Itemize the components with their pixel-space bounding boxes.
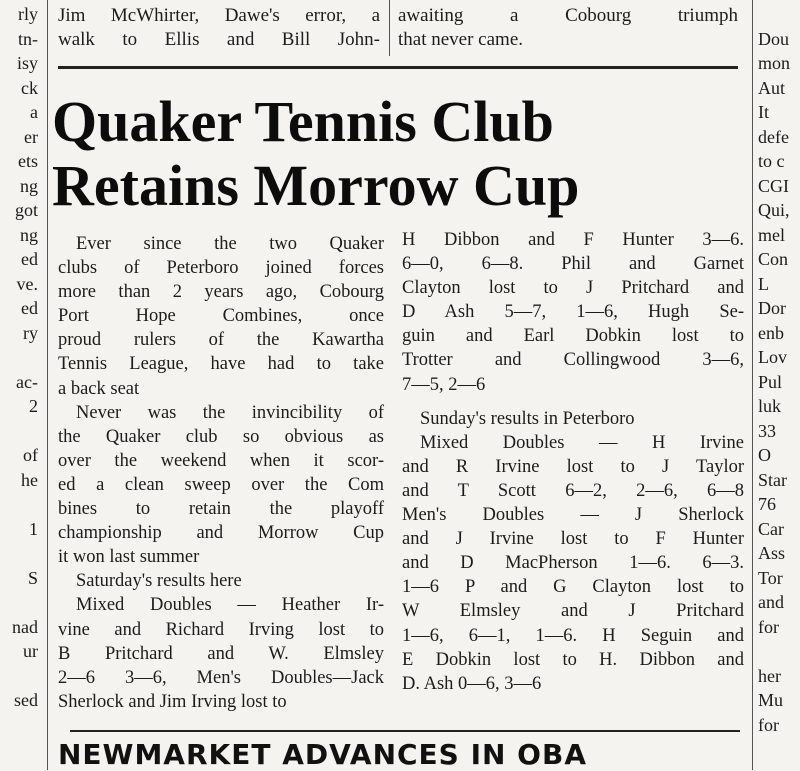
fragment-text: ets [18,151,38,171]
fragment-text: er [24,126,38,147]
fragment-text: ng [20,224,38,245]
headline-line-2: Retains Morrow Cup [52,153,580,218]
text-line: Clayton lost to J Pritchard and [402,278,744,299]
text-line: bines to retain the playoff [58,499,384,520]
text-line: Sherlock and Jim Irving lost to [58,691,287,712]
text-line: championship and Morrow Cup [58,523,384,544]
fragment-text: 2 [29,396,38,416]
text-line: more than 2 years ago, Cobourg [58,282,384,303]
bottom-divider [70,730,740,732]
text-line: awaiting a Cobourg triumph [398,5,738,26]
text-line: that never came. [398,29,524,50]
left-column-fragments [0,2,38,713]
text-line: Port Hope Combines, once [58,306,384,327]
fragment-text [0,664,38,689]
text-line: Mixed Doubles — H Irvine [420,432,744,453]
text-line: Sunday's results in Peterboro [420,408,635,429]
fragment-text: It [758,102,769,122]
text-line: clubs of Peterboro joined forces [58,258,384,279]
fragment-text [0,345,38,370]
text-line: over the weekend when it scor- [58,450,384,471]
fragment-text: rly [18,4,38,24]
fragment-text: O [758,445,771,465]
text-line: W Elmsley and J Pritchard [402,601,744,622]
paragraph [58,593,384,713]
text-line: Tennis League, have had to take [58,354,384,375]
headline-line-1: Quaker Tennis Club [52,89,554,154]
fragment-text: Dor [758,298,786,318]
right-column-fragments [758,2,798,737]
fragment-text: tn- [18,28,38,49]
text-line: 1—6, 6—1, 1—6. H Seguin and [402,625,744,646]
paragraph [58,401,384,570]
fragment-text: of [23,445,38,465]
previous-story-col1 [58,4,380,52]
fragment-text: Lov [758,347,787,367]
fragment-text [0,590,38,615]
text-line: and T Scott 6—2, 2—6, 6—8 [402,480,744,501]
fragment-text: L [758,273,769,294]
text-line: a back seat [58,378,140,399]
paragraph [402,431,744,696]
fragment-text [0,419,38,444]
text-line: and D MacPherson 1—6. 6—3. [402,553,744,574]
text-line: and J Irvine lost to F Hunter [402,529,744,550]
paragraph [58,232,384,401]
fragment-text: ng [20,175,38,196]
text-line: Jim McWhirter, Dawe's error, a [58,5,380,26]
text-line: 6—0, 6—8. Phil and Garnet [402,254,744,275]
fragment-text: Car [758,518,784,539]
fragment-text: Pul [758,371,783,392]
text-line: B Pritchard and W. Elmsley [58,643,384,664]
column-rule-middle-top [389,0,390,56]
text-line: guin and Earl Dobkin lost to [402,326,744,347]
text-line: H Dibbon and F Hunter 3—6. [402,230,744,250]
text-line: it won last summer [58,547,200,568]
fragment-text [0,541,38,566]
fragment-text [758,639,798,664]
text-line: Ever since the two Quaker [76,234,384,254]
text-line: the Quaker club so obvious as [58,426,384,447]
fragment-text: Star [758,469,787,490]
paragraph [402,228,744,397]
fragment-text: Aut [758,77,785,98]
text-line: D Ash 5—7, 1—6, Hugh Se- [402,302,744,323]
fragment-text: a [30,102,38,122]
fragment-text: ac- [16,371,38,392]
fragment-text: CGI [758,175,789,196]
fragment-text: 33 [758,420,776,441]
text-line: D. Ash 0—6, 3—6 [402,673,542,694]
fragment-text: ed [21,298,38,318]
fragment-text: luk [758,396,782,416]
text-line: Men's Doubles — J Sherlock [402,505,744,526]
fragment-text: ur [23,641,38,661]
fragment-text: isy [16,53,38,73]
column-rule-left [47,0,48,770]
text-line: and R Irvine lost to J Taylor [402,456,744,477]
fragment-text: 1 [29,518,38,539]
headline-divider [58,66,738,69]
fragment-text: ry [23,322,38,343]
fragment-text: he [21,469,38,490]
text-line: proud rulers of the Kawartha [58,330,384,351]
fragment-text [0,492,38,517]
fragment-text: S [27,567,38,588]
fragment-text: ck [21,77,38,98]
paragraph [58,569,384,593]
fragment-text: ed [21,249,38,269]
fragment-text: for [758,714,779,735]
fragment-text: 76 [758,494,776,514]
previous-story-col2 [398,4,738,52]
text-line: 7—5, 2—6 [402,374,486,395]
fragment-text [758,2,798,27]
fragment-text: her [758,665,781,686]
text-line: Saturday's results here [76,571,242,592]
fragment-text: Dou [758,28,789,49]
fragment-text: Mu [758,690,784,710]
text-line: vine and Richard Irving lost to [58,619,384,640]
article-column-1 [58,232,384,714]
next-headline: NEWMARKET ADVANCES IN OBA [58,738,587,771]
fragment-text: Tor [758,567,783,588]
fragment-text: and [758,592,784,612]
fragment-text: to c [758,151,785,171]
fragment-text: sed [14,690,38,710]
fragment-text: got [14,200,38,220]
fragment-text: Con [758,249,789,269]
article-column-2 [402,228,744,696]
text-line: walk to Ellis and Bill John- [58,29,380,50]
text-line: 2—6 3—6, Men's Doubles—Jack [58,667,384,688]
paragraph [402,407,744,431]
fragment-text: ve. [16,273,38,294]
fragment-text: Ass [758,543,786,563]
text-line: Trotter and Collingwood 3—6, [402,350,744,371]
fragment-text: for [758,616,779,637]
fragment-text: defe [758,126,789,147]
fragment-text: nad [12,616,38,637]
fragment-text: mel [758,224,785,245]
fragment-text: enb [758,322,784,343]
text-line: ed a clean sweep over the Com [58,474,384,495]
fragment-text: mon [758,53,791,73]
text-line: E Dobkin lost to H. Dibbon and [402,649,744,670]
text-line: 1—6 P and G Clayton lost to [402,577,744,598]
text-line: Mixed Doubles — Heather Ir- [76,595,384,616]
headline [52,90,742,218]
column-rule-right [752,0,753,770]
fragment-text: Qui, [758,200,790,220]
text-line: Never was the invincibility of [76,402,384,423]
